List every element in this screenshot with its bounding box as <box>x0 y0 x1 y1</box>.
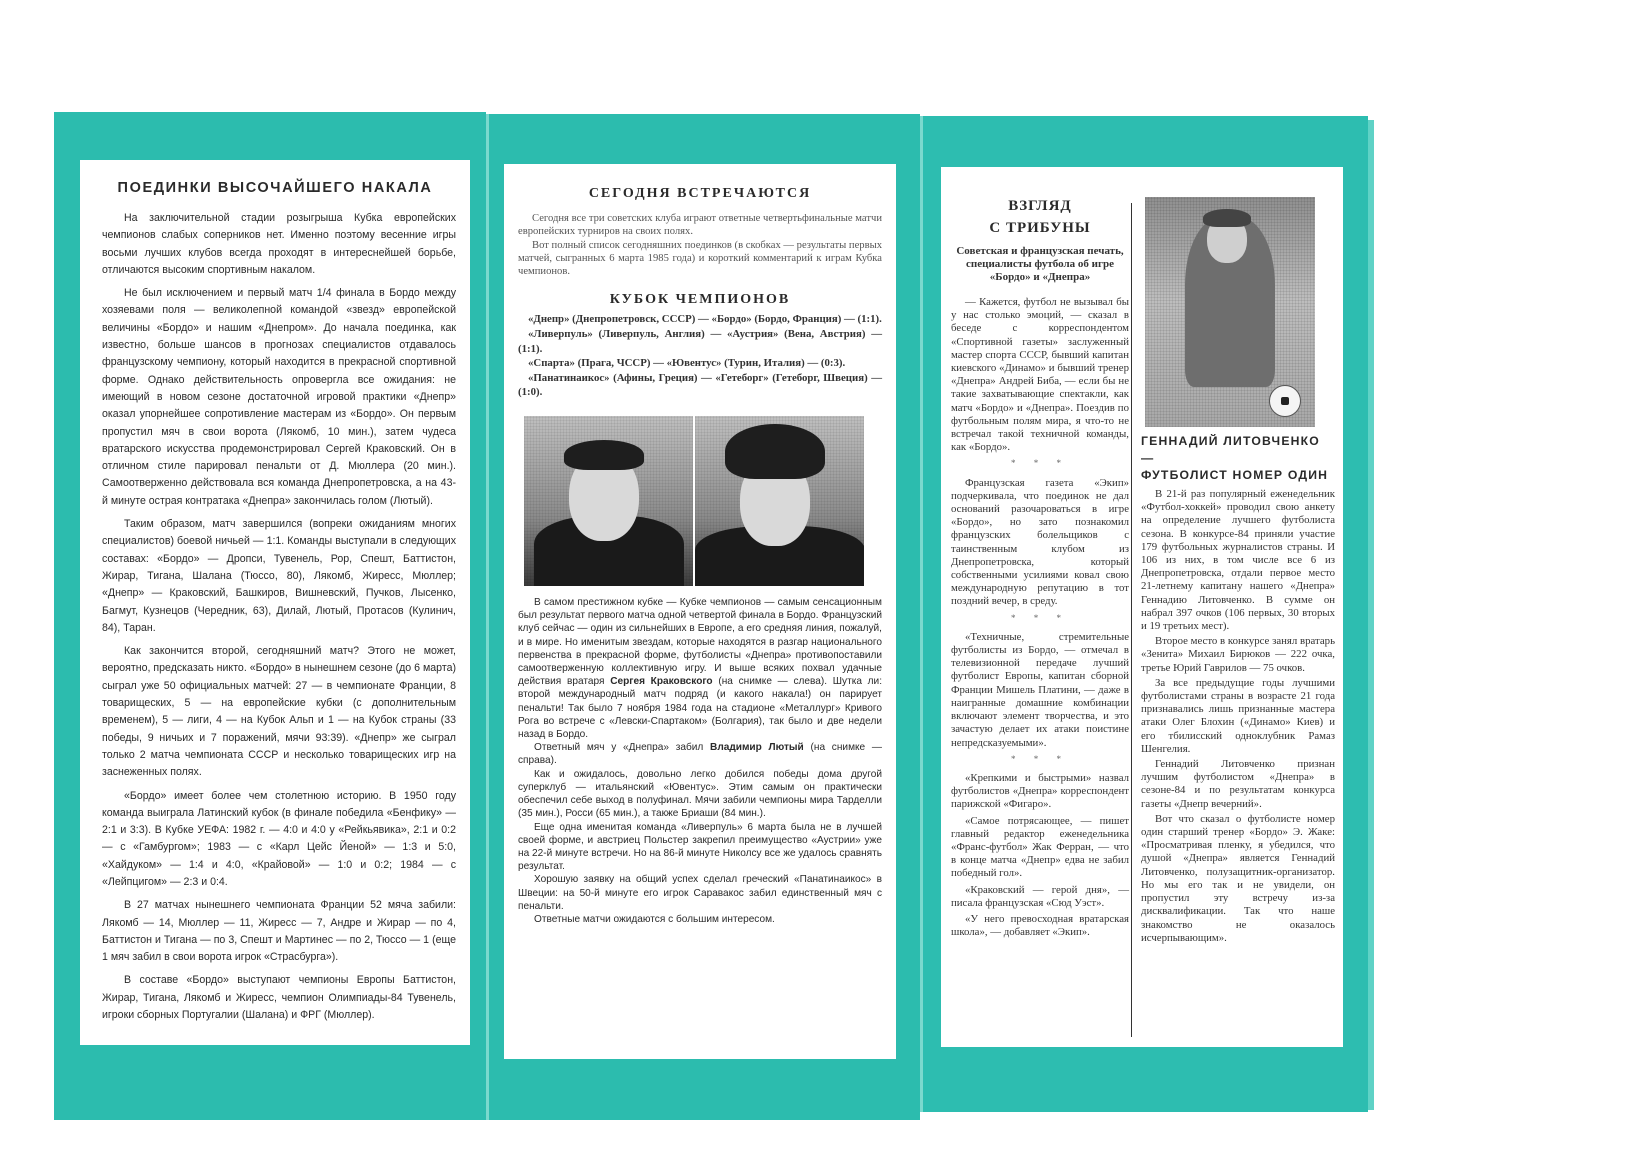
paragraph: Как закончится второй, сегодняшний матч? Этого не может, вероятно, предсказать никто. «Бордо» в нынешнем сезоне (до 6 марта) сыграл уже 50 официальных матчей: 27 — в чемпионате Франции, 8 товарищеских, 5 — на европейские кубки (с дополнительным временем), 5 — лиги, 4 — на Кубок Альп и 1 — на Кубок страны (33 победы, 9 ничьих и 7 поражений, мячи 93:39). «Днепр» же сыграл только 2 матча чемпионата СССР и несколько товарищеских игр на заснеженных полях. <box>102 645 456 779</box>
column-divider <box>1131 203 1132 1037</box>
match-item: «Ливерпуль» (Ливерпуль, Англия) — «Аустрия» (Вена, Австрия) — (1:1). <box>518 328 882 355</box>
name-highlight: Владимир Лютый <box>710 742 804 754</box>
separator: * * * <box>1011 612 1069 623</box>
fold-line <box>486 114 489 1120</box>
paragraph: Французская газета «Экип» подчеркивала, что поединок не дал оснований разочароваться в игре «Бордо», но зато познакомил французских болельщиков с таинственным клубом из Днепропетровска, который собственными усилиями ковал свою международную репутацию в тот поздний вечер, в среду. <box>951 476 1129 608</box>
panel-left-page <box>80 160 470 1045</box>
article-title-vzglyad <box>951 195 1129 239</box>
panel-edge <box>1368 120 1374 1110</box>
match-item: «Панатинаикос» (Афины, Греция) — «Гетеборг» (Гетеборг, Швеция) — (1:0). <box>518 371 882 399</box>
text: В самом престижном кубке — Кубке чемпионов — самым сенсационным был результат первого матча одной четвертой финала в Бордо. Французский клуб сейчас — один из сильнейших в Европе, а его средняя линия, пожалуй, и в мире. Но именитым звездам, которые находятся в разгар национального первенства в прекрасной форме, футболисты «Днепра» противопоставили самоотверженную коллективную игру. И выше всяких похвал удачные действия вратаря <box>518 597 882 688</box>
photo-hair <box>1203 209 1251 227</box>
article-body-litovchenko <box>1135 488 1335 945</box>
paragraph: На заключительной стадии розыгрыша Кубка европейских чемпионов слабых соперников нет. Именно поэтому весенние игры восьми лучших клубов всегда проходят в интереснейшей борьбе, отличаются высоким спортивным накалом. <box>102 212 456 276</box>
article-title-poedinki: ПОЕДИНКИ ВЫСОЧАЙШЕГО НАКАЛА <box>117 180 433 196</box>
paragraph: Сегодня все три советских клуба играют ответные четвертьфинальные матчи европейских турниров на своих полях. <box>518 213 882 238</box>
photo-hair <box>725 424 825 479</box>
article-body-kubok <box>504 586 896 926</box>
section-title-kubok: КУБОК ЧЕМПИОНОВ <box>609 292 791 308</box>
paragraph: Вот что сказал о футболисте номер один старший тренер «Бордо» Э. Жаке: «Просматривая пленку, я убедился, что душой «Днепра» является Геннадий Литовченко, полузащитник-организатор. Но мы его так и не увидели, он пропустил эту встречу из-за дисквалификации. Так что наше знакомство не оказалось исчерпывающим». <box>1141 812 1335 944</box>
article-subtitle: Советская и французская печать, специалисты футбола об игре «Бордо» и «Днепра» <box>956 245 1124 283</box>
title-line: ГЕННАДИЙ ЛИТОВЧЕНКО — <box>1141 434 1320 465</box>
article-body-poedinki <box>80 210 470 1024</box>
name-highlight: Сергея Краковского <box>610 676 713 688</box>
photo-hair <box>564 440 644 470</box>
paragraph: Не был исключением и первый матч 1/4 финала в Бордо между хозяевами поля — великолепной командой «звезд» европейской величины «Бордо» и нашим «Днепром». До начала поединка, как известно, больше шансов в прогнозах специалистов отдавалось французскому чемпиону, который находится в прекрасной спортивной форме. Однако действительность опровергла все ожидания: не имеющий в новом сезоне достаточной игровой практики «Днепр» оказал упорнейшее сопротивление мастерам из «Бордо». Он первым пропустил мяч в свои ворота (Лякомб, 10 мин.), затем чудеса вратарского искусства продемонстрировал Сергей Краковский. Он в отличном стиле парировал пенальти от Д. Мюллера (20 мин.). Самоотверженно действовала вся команда Днепропетровска, а на 43-й минуте острая контратака «Днепра» закончилась голом (Лютый). <box>102 287 456 507</box>
column-vzglyad <box>951 167 1129 942</box>
title-line: ВЗГЛЯД <box>1008 198 1072 214</box>
paragraph: Хорошую заявку на общий успех сделал греческий «Панатинаикос» в Швеции: на 50-й минуте его игрок Саравакос забил единственный мяч с пенальти. <box>518 874 882 912</box>
intro-text <box>504 212 896 278</box>
article-title-segodnya: СЕГОДНЯ ВСТРЕЧАЮТСЯ <box>588 186 812 201</box>
article-body-vzglyad <box>951 296 1129 939</box>
panel-right-page <box>941 167 1343 1047</box>
paragraph: «Самое потрясающее, — пишет главный редактор еженедельника «Франс-футбол» Жак Ферран, — что в конце матча «Днепр» едва не забил победный гол». <box>951 814 1129 880</box>
match-item: «Днепр» (Днепропетровск, СССР) — «Бордо» (Бордо, Франция) — (1:1). <box>528 313 882 326</box>
panel-right <box>920 116 1368 1112</box>
paragraph: Таким образом, матч завершился (вопреки ожиданиям многих специалистов) боевой ничьей — 1:1. Команды выступали в следующих составах: «Бордо» — Дропси, Тувенель, Рор, Спешт, Баттистон, Жирар, Тигана, Шалана (Тюссо, 80), Лякомб, Жиресс, Мюллер; «Днепр» — Краковский, Башкиров, Вишневский, Пучков, Лысенко, Багмут, Кузнецов (Чередник, 63), Дилай, Лютый, Протасов (Кулинич, 84), Таран. <box>102 518 456 634</box>
match-item: «Спарта» (Прага, ЧССР) — «Ювентус» (Турин, Италия) — (0:3). <box>528 357 846 370</box>
paragraph: Ответные матчи ожидаются с большим интересом. <box>534 913 775 925</box>
title-line: С ТРИБУНЫ <box>989 220 1091 236</box>
panel-left <box>54 112 486 1120</box>
fold-line <box>920 116 923 1112</box>
paragraph: В 27 матчах нынешнего чемпионата Франции 52 мяча забили: Лякомб — 14, Мюллер — 11, Жиресс — 7, Андре и Жирар — по 4, Баттистон и Тигана — по 3, Спешт и Мартинес — по 2, Тюссо — 1 (еще 1 мяч забил в свои ворота игрок «Страсбурга»). <box>102 899 456 964</box>
separator: * * * <box>1011 753 1069 764</box>
paragraph: «Бордо» имеет более чем столетнюю историю. В 1950 году команда выиграла Латинский кубок (в финале победила «Бенфику» — 2:1 и 3:3). В Кубке УЕФА: 1982 г. — 4:0 и 4:0 у «Рейкьявика», 2:1 и 0:2 — с «Гамбургом»; 1983 — с «Карл Цейс Йеной» — 1:3 и 5:0, «Хайдуком» — 1:4 и 4:0, «Крайовой» — 1:0 и 0:2; 1984 — с «Лейпцигом» — 2:3 и 0:4. <box>102 789 456 888</box>
text: Ответный мяч у «Днепра» забил <box>534 742 711 754</box>
column-litovchenko <box>1135 197 1335 947</box>
photo-krakovsky <box>524 416 693 586</box>
paragraph: За все предыдущие годы лучшими футболистами страны в возрасте 21 года признавались лишь признанные мастера атаки Олег Блохин («Динамо» Киев) и его тбилисский одноклубник Рамаз Шенгелия. <box>1141 676 1335 755</box>
paragraph: Еще одна именитая команда «Ливерпуль» 6 марта была не в лучшей своей форме, и австриец Польстер закрепил преимущество «Аустрии» уже на 22-й минуте встречи. Но на 86-й минуте Николсу все же удалось сравнять результат. <box>518 821 882 873</box>
title-line: ФУТБОЛИСТ НОМЕР ОДИН <box>1141 468 1329 482</box>
paragraph: — Кажется, футбол не вызывал бы у нас столько эмоций, — сказал в беседе с корреспондентом «Спортивной газеты» заслуженный мастер спорта СССР, бывший капитан киевского «Динамо» и бывший тренер «Днепра» Андрей Биба, — если бы не такие захватывающие спектакли, как матч «Бордо» и «Днепра». Поездив по футбольным полям мира, я что-то не встречал такой техничной команды, как «Бордо». <box>951 296 1129 454</box>
paragraph: В 21-й раз популярный еженедельник «Футбол-хоккей» проводил свою анкету на определение лучшего футболиста сезона. В конкурсе-84 приняли участие 179 футбольных журналистов страны. И 106 из них, в том числе все 6 из Днепропетровска, отдали первое место 21-летнему капитану нашего «Днепра» Геннадию Литовченко. В сумме он набрал 397 очков (106 первых, 30 вторых и 19 третьих мест). <box>1141 488 1335 633</box>
separator: * * * <box>1011 458 1069 469</box>
match-list <box>504 312 896 400</box>
panel-middle-page <box>504 164 896 1059</box>
paragraph: Геннадий Литовченко признан лучшим футболистом «Днепра» в сезоне-84 и по результатам конкурса газеты «Днепр вечерний». <box>1141 758 1335 810</box>
paragraph: «Крепкими и быстрыми» назвал футболистов «Днепра» корреспондент парижской «Фигаро». <box>951 771 1129 811</box>
photo-litovchenko <box>1145 197 1315 427</box>
text: (на снимке — справа). <box>518 742 882 767</box>
paragraph: «У него превосходная вратарская школа», — добавляет «Экип». <box>951 912 1129 939</box>
photo-strip <box>524 416 864 586</box>
paragraph: «Краковский — герой дня», — писала французская «Сюд Уэст». <box>951 883 1129 909</box>
paragraph: В составе «Бордо» выступают чемпионы Европы Баттистон, Жирар, Тигана, Лякомб и Жиресс, чемпион Олимпиады-84 Тувенель, игроки сборных Португалии (Шалана) и ФРГ (Мюллер). <box>102 974 456 1022</box>
paragraph <box>518 596 882 741</box>
text: (на снимке — слева). Шутка ли: второй международный матч подряд (и какого накала!) он парирует пенальти! Так было 7 ноября 1984 года на стадионе «Металлург» Кривого Рога во встрече с «Левски-Спартаком» (Болгария), так было и две недели назад в Бордо. <box>518 676 883 741</box>
article-title-litovchenko <box>1141 433 1335 484</box>
paragraph: Как и ожидалось, довольно легко добился победы дома другой суперклуб — итальянский «Ювентус». Этим самым он практически обеспечил себе выход в полуфинал. Мячи забили чемпионы мира Тарделли (35 мин.), Росси (65 мин.), а также Бриаши (84 мин.). <box>518 768 882 820</box>
paragraph: Второе место в конкурсе занял вратарь «Зенита» Михаил Бирюков — 222 очка, третье Юрий Гаврилов — 75 очков. <box>1141 635 1335 674</box>
paragraph: «Техничные, стремительные футболисты из Бордо, — отмечал в телевизионной передаче лучший футболист Европы, капитан сборной Франции Мишель Платини, — даже в наигранные домашние комбинации включают элемент творчества, и это зачастую делает их атаки поистине непредсказуемыми». <box>951 630 1129 749</box>
photo-lyutyi <box>695 416 864 586</box>
football-icon <box>1269 385 1301 417</box>
paragraph <box>518 741 882 767</box>
panel-middle <box>486 114 920 1120</box>
paragraph: Вот полный список сегодняшних поединков (в скобках — результаты первых матчей, сыгранных 6 марта 1985 года) и короткий комментарий к играм Кубка чемпионов. <box>518 239 882 278</box>
